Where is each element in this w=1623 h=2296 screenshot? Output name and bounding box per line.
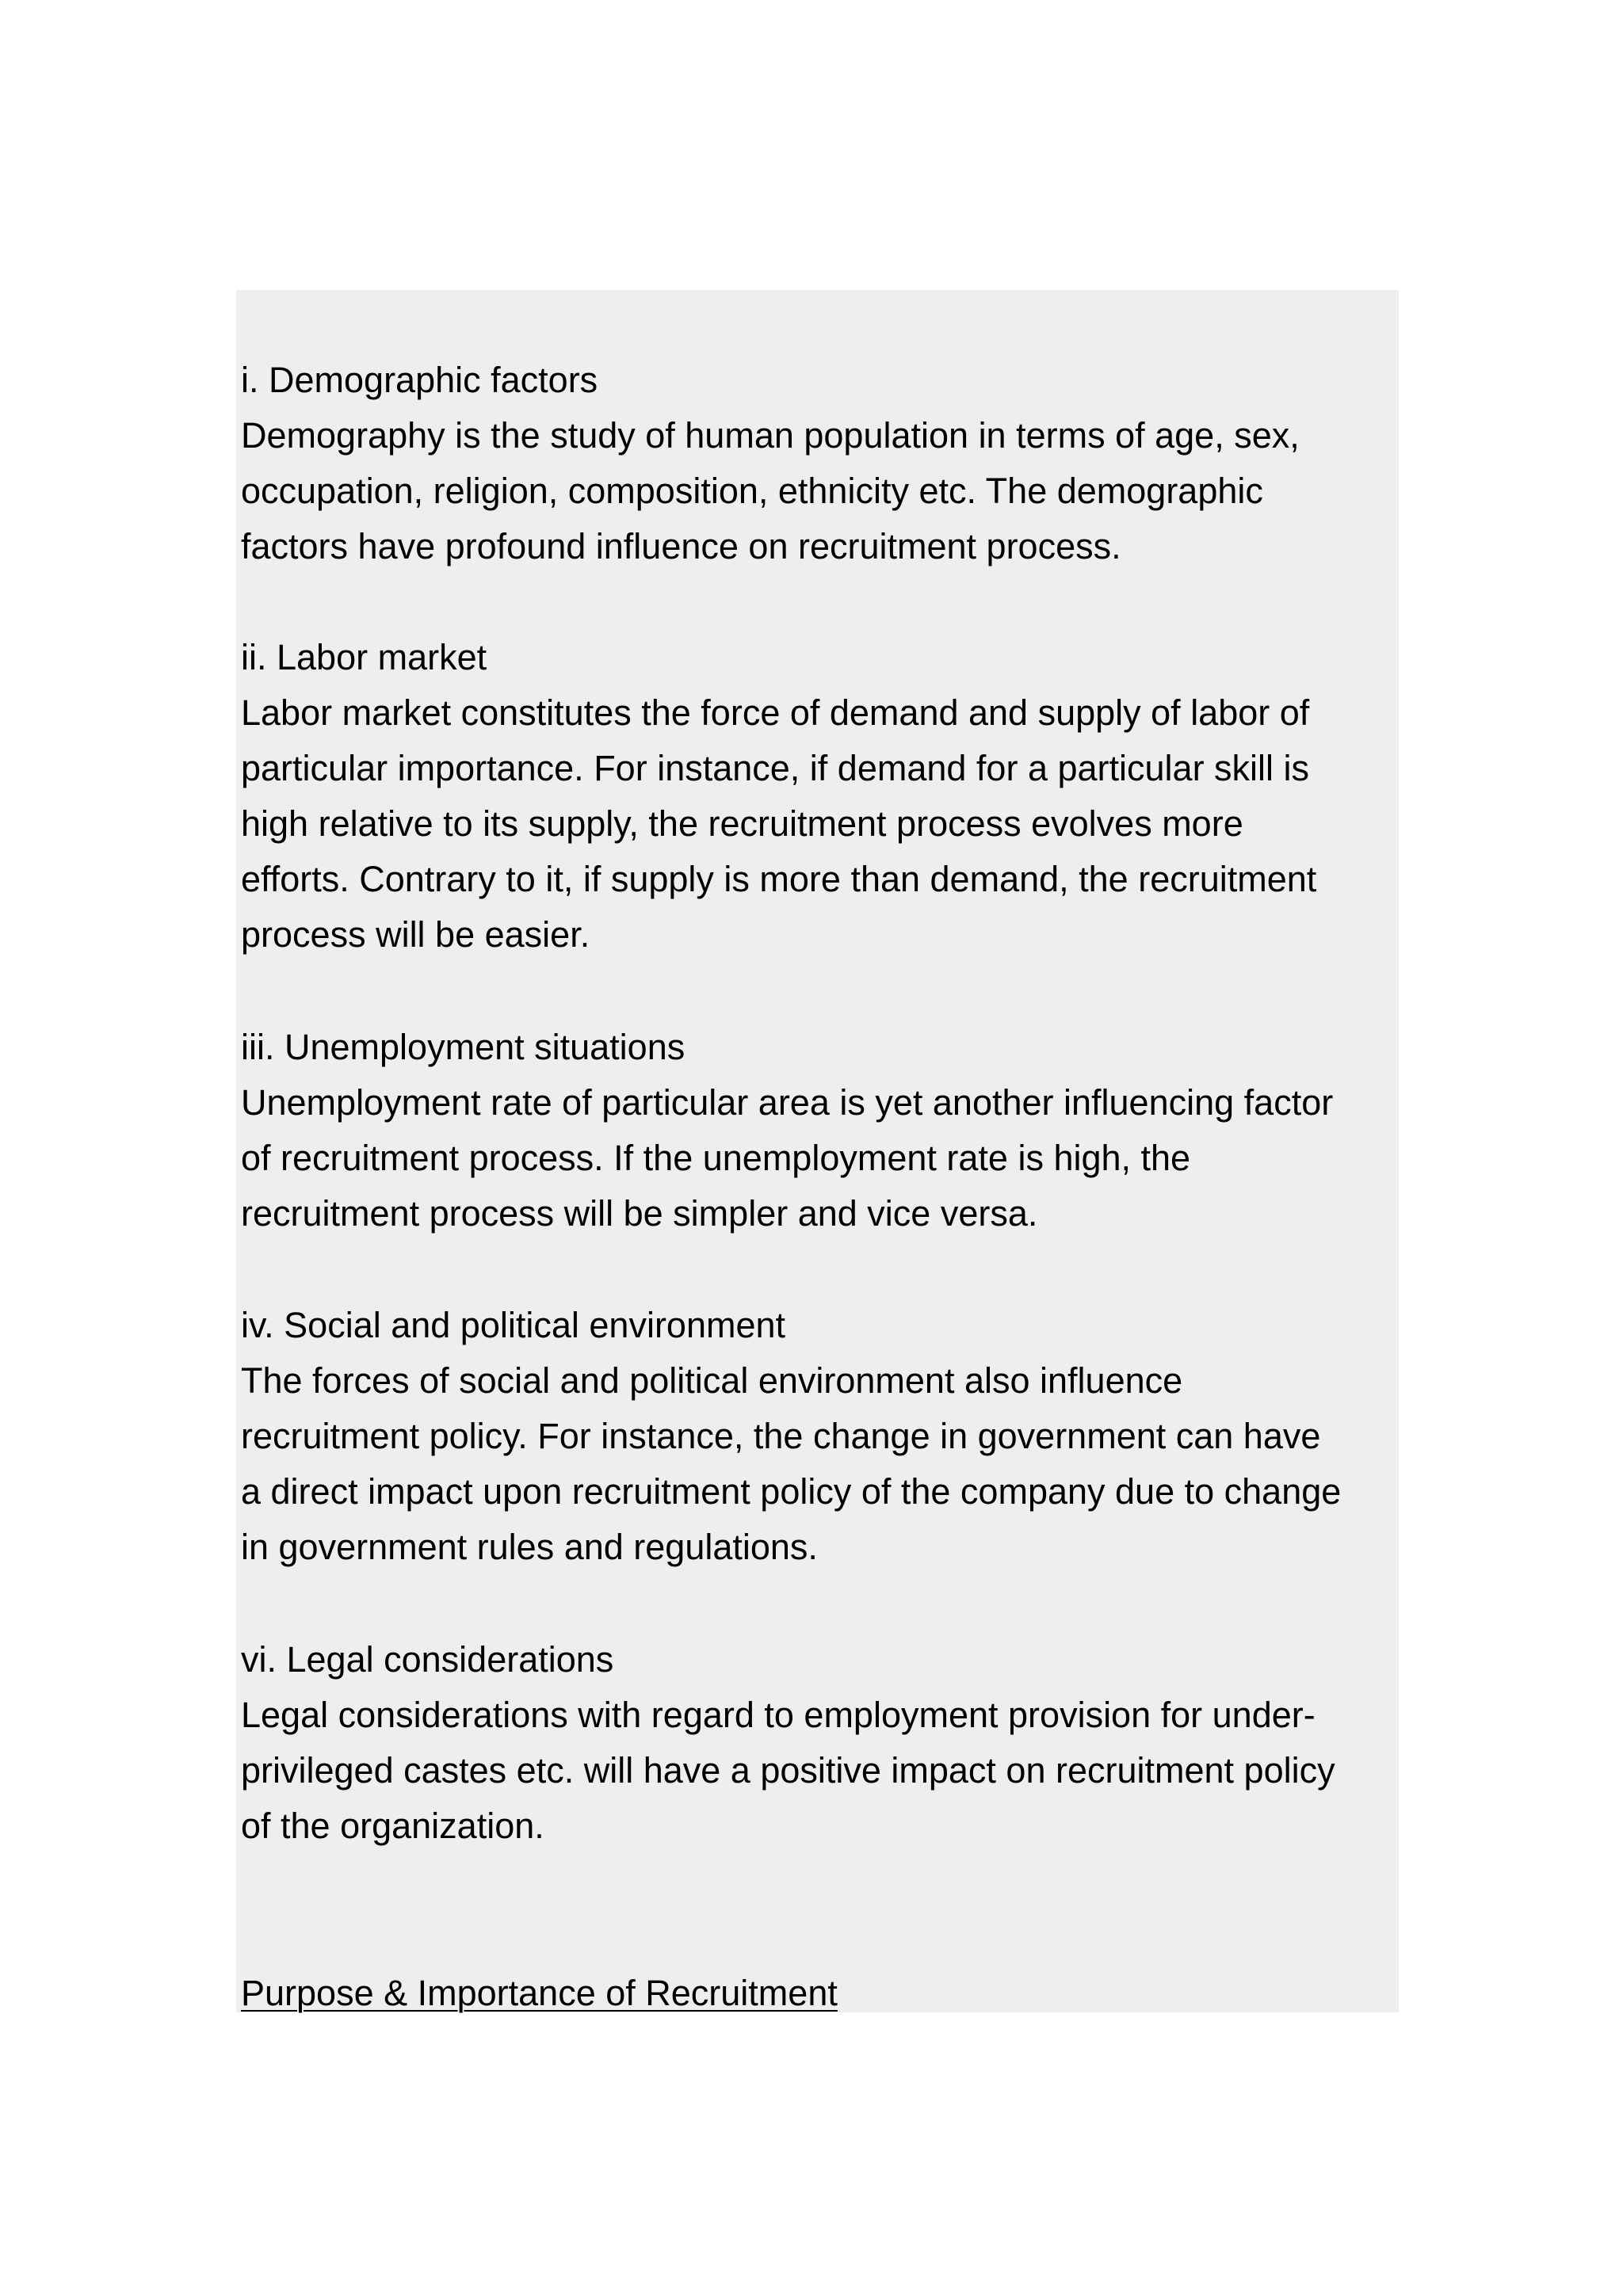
purpose-importance-heading: Purpose & Importance of Recruitment	[241, 1973, 838, 2013]
section-heading-labor-market: ii. Labor market	[241, 637, 487, 677]
paragraph-line: The forces of social and political environment also influence	[241, 1360, 1183, 1401]
paragraph-line: process will be easier.	[241, 914, 590, 955]
section-heading-demographic: i. Demographic factors	[241, 360, 598, 400]
paragraph-line: occupation, religion, composition, ethnicity etc. The demographic	[241, 471, 1263, 511]
paragraph-line: Demography is the study of human population in terms of age, sex,	[241, 415, 1300, 456]
paragraph-line: of the organization.	[241, 1806, 544, 1846]
section-heading-legal: vi. Legal considerations	[241, 1639, 614, 1680]
paragraph-line: a direct impact upon recruitment policy of the company due to change	[241, 1471, 1342, 1512]
paragraph-line: Legal considerations with regard to employment provision for under-	[241, 1695, 1316, 1735]
paragraph-line: factors have profound influence on recruitment process.	[241, 526, 1121, 566]
section-heading-social-political: iv. Social and political environment	[241, 1305, 786, 1345]
paragraph-line: of recruitment process. If the unemployment rate is high, the	[241, 1138, 1191, 1178]
paragraph-line: privileged castes etc. will have a positive impact on recruitment policy	[241, 1750, 1335, 1791]
paragraph-line: particular importance. For instance, if demand for a particular skill is	[241, 748, 1310, 788]
paragraph-line: in government rules and regulations.	[241, 1527, 818, 1567]
paragraph-line: recruitment process will be simpler and vice versa.	[241, 1193, 1038, 1234]
paragraph-line: Labor market constitutes the force of demand and supply of labor of	[241, 692, 1310, 733]
section-heading-unemployment: iii. Unemployment situations	[241, 1027, 685, 1067]
paragraph-line: recruitment policy. For instance, the change in government can have	[241, 1416, 1321, 1456]
paragraph-line: Unemployment rate of particular area is yet another influencing factor	[241, 1082, 1334, 1123]
paragraph-line: efforts. Contrary to it, if supply is more than demand, the recruitment	[241, 859, 1317, 899]
paragraph-line: high relative to its supply, the recruitment process evolves more	[241, 803, 1243, 844]
